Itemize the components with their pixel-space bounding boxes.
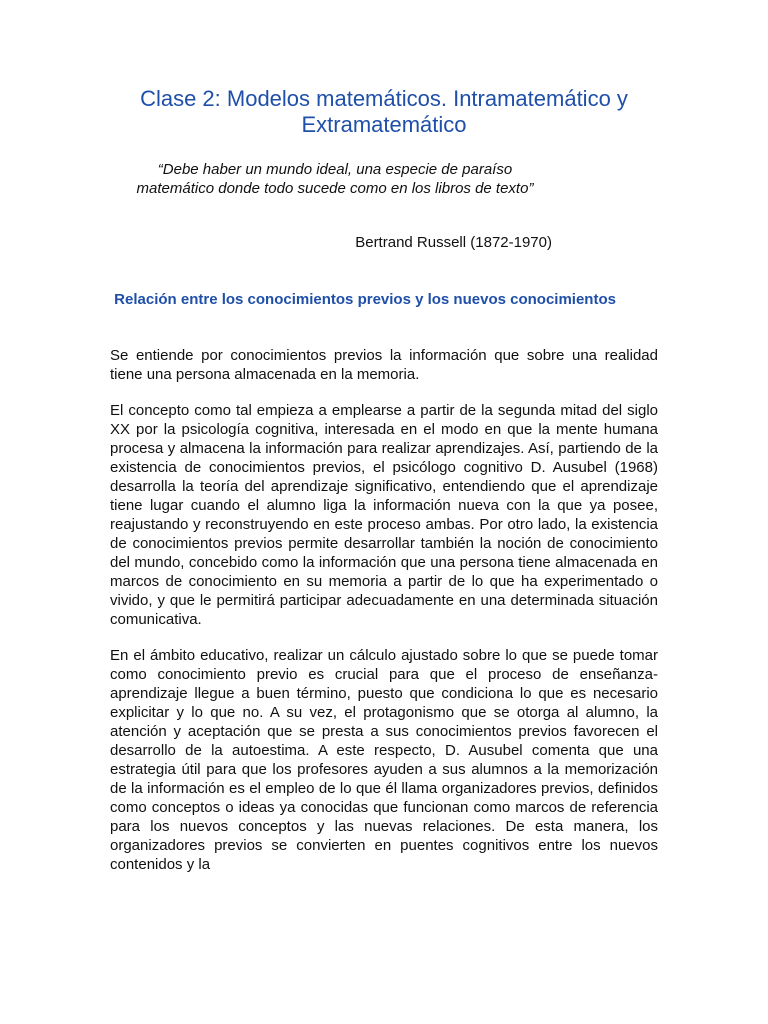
body-paragraph: En el ámbito educativo, realizar un cálculo ajustado sobre lo que se puede tomar como conocimiento previo es crucial para que el proceso de enseñanza-aprendizaje llegue a buen término, puesto que condiciona lo que es necesario explicitar y lo que no. A su vez, el protagonismo que se otorga al alumno, la atención y aceptación que se presta a sus conocimientos previos favorecen el desarrollo de la autoestima. A este respecto, D. Ausubel comenta que una estrategia útil para que los profesores ayuden a sus alumnos a la memorización de la información es el empleo de lo que él llama organizadores previos, definidos como conceptos o ideas ya conocidas que funcionan como marcos de referencia para los nuevos conceptos y las nuevas relaciones. De esta manera, los organizadores previos se convierten en puentes cognitivos entre los nuevos contenidos y la [110,647,658,873]
section-heading: Relación entre los conocimientos previos y los nuevos conocimientos [110,291,616,308]
document-title: Clase 2: Modelos matemáticos. Intramatemático y Extramatemático [140,86,628,137]
epigraph-author: Bertrand Russell (1872-1970) [355,234,552,251]
epigraph-quote: “Debe haber un mundo ideal, una especie de paraíso matemático donde todo sucede como en los libros de texto” [136,161,534,197]
document-body [110,346,658,891]
body-paragraph: Se entiende por conocimientos previos la información que sobre una realidad tiene una persona almacenada en la memoria. [110,347,658,383]
body-paragraph: El concepto como tal empieza a emplearse a partir de la segunda mitad del siglo XX por la psicología cognitiva, interesada en el modo en que la mente humana procesa y almacena la información para realizar aprendizajes. Así, partiendo de la existencia de conocimientos previos, el psicólogo cognitivo D. Ausubel (1968) desarrolla la teoría del aprendizaje significativo, entendiendo que el aprendizaje tiene lugar cuando el alumno liga la información nueva con la que ya posee, reajustando y reconstruyendo en este proceso ambas. Por otro lado, la existencia de conocimientos previos permite desarrollar también la noción de conocimiento del mundo, concebido como la información que una persona tiene almacenada en marcos de conocimiento en su memoria a partir de lo que ha experimentado o vivido, y que le permitirá participar adecuadamente en una determinada situación comunicativa. [110,402,658,628]
